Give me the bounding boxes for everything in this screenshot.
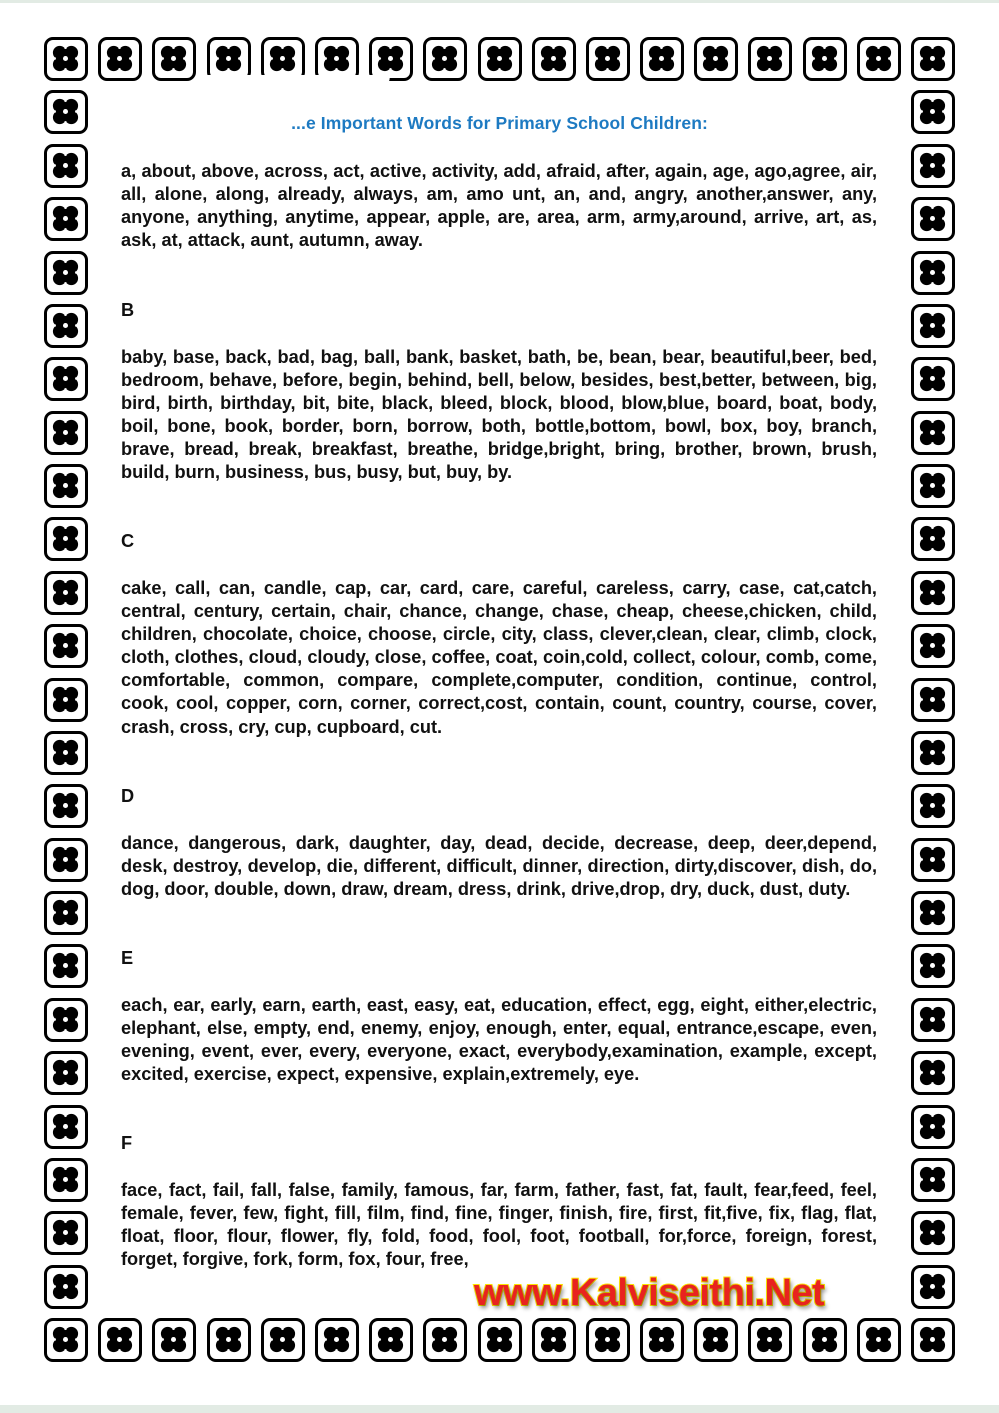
section-c [121,577,877,739]
flower-tile-icon [857,37,901,81]
watermark: www.Kalviseithi.Net [474,1272,825,1314]
flower-tile-icon [586,37,630,81]
flower-tile-icon [44,37,88,81]
flower-tile-icon [44,144,88,188]
flower-tile-icon [44,998,88,1042]
flower-tile-icon [911,517,955,561]
flower-tile-icon [694,1318,738,1362]
flower-tile-icon [911,891,955,935]
page-title: ...e Important Words for Primary School Children: [291,113,708,133]
flower-tile-icon [44,678,88,722]
section-b [121,346,877,485]
section-f [121,1179,877,1271]
flower-tile-icon [911,678,955,722]
flower-tile-icon [98,37,142,81]
flower-tile-icon [44,1051,88,1095]
flower-tile-icon [911,144,955,188]
flower-tile-icon [911,1318,955,1362]
flower-tile-icon [911,998,955,1042]
flower-tile-icon [911,731,955,775]
section-e [121,994,877,1086]
flower-tile-icon [207,1318,251,1362]
flower-tile-icon [911,1158,955,1202]
flower-tile-icon [748,1318,792,1362]
word-list: a, about, above, across, act, active, activity, add, afraid, after, again, age, ago,agree, air, all, alone, along, already, always, am, amo unt, an, and, angry, another,answer, any, anyone, anything, anytime, appear, apple, are, area, arm, army,around, arrive, art, as, ask, at, attack, aunt, autumn, away. [121,161,877,251]
flower-tile-icon [911,1211,955,1255]
flower-tile-icon [44,1158,88,1202]
flower-tile-icon [586,1318,630,1362]
flower-tile-icon [44,571,88,615]
flower-tile-icon [369,1318,413,1362]
flower-tile-icon [44,304,88,348]
word-list: baby, base, back, bad, bag, ball, bank, basket, bath, be, bean, bear, beautiful,beer, bed, bedroom, behave, before, begin, behind, bell, below, besides, best,better, between, big, bird, birth, birthday, bit, bite, black, bleed, block, blood, blow,blue, board, boat, body, boil, bone, book, border, born, borrow, both, bottle,bottom, bowl, box, boy, branch, brave, bread, break, breakfast, breathe, bridge,bright, bring, brother, brown, brush, build, burn, business, bus, busy, but, buy, by. [121,347,877,483]
flower-tile-icon [478,1318,522,1362]
flower-tile-icon [911,784,955,828]
flower-tile-icon [44,517,88,561]
flower-tile-icon [44,624,88,668]
flower-tile-icon [261,1318,305,1362]
flower-tile-icon [423,1318,467,1362]
flower-tile-icon [44,1105,88,1149]
flower-tile-icon [911,197,955,241]
flower-tile-icon [44,1318,88,1362]
flower-tile-icon [98,1318,142,1362]
word-list: dance, dangerous, dark, daughter, day, dead, decide, decrease, deep, deer,depend, desk, destroy, develop, die, different, difficult, dinner, direction, dirty,discover, dish, do, dog, door, double, down, draw, dream, dress, drink, drive,drop, dry, duck, dust, duty. [121,833,877,900]
flower-tile-icon [44,251,88,295]
section-heading-f: F [121,1133,133,1153]
flower-tile-icon [44,891,88,935]
flower-tile-icon [478,37,522,81]
flower-tile-icon [44,731,88,775]
flower-tile-icon [532,37,576,81]
flower-tile-icon [44,784,88,828]
section-heading-c: C [121,531,135,551]
flower-tile-icon [911,571,955,615]
flower-tile-icon [911,411,955,455]
flower-tile-icon [857,1318,901,1362]
flower-tile-icon [44,357,88,401]
flower-tile-icon [423,37,467,81]
bottom-edge [0,1405,999,1413]
flower-tile-icon [911,944,955,988]
flower-tile-icon [44,838,88,882]
flower-tile-icon [640,1318,684,1362]
flower-tile-icon [803,1318,847,1362]
top-edge [0,0,999,3]
flower-tile-icon [44,1265,88,1309]
flower-tile-icon [44,197,88,241]
flower-tile-icon [44,464,88,508]
word-list: each, ear, early, earn, earth, east, easy, eat, education, effect, egg, eight, either,electric, elephant, else, empty, end, enemy, enjoy, enough, enter, equal, entrance,escape, even, evening, event, ever, every, everyone, exact, everybody,examination, example, except, excited, exercise, expect, expensive, explain,extremely, eye. [121,995,877,1085]
flower-tile-icon [640,37,684,81]
flower-tile-icon [152,1318,196,1362]
section-heading-d: D [121,786,135,806]
flower-tile-icon [911,1265,955,1309]
flower-tile-icon [44,1211,88,1255]
flower-tile-icon [152,37,196,81]
flower-tile-icon [911,838,955,882]
flower-tile-icon [748,37,792,81]
flower-tile-icon [694,37,738,81]
word-list: cake, call, can, candle, cap, car, card, care, careful, careless, carry, case, cat,catch, central, century, certain, chair, chance, change, chase, cheap, cheese,chicken, child, children, chocolate, choice, choose, circle, city, class, clever,clean, clear, climb, clock, cloth, clothes, cloud, cloudy, close, coffee, coat, coin,cold, collect, colour, comb, come, comfortable, common, compare, complete,computer, condition, continue, control, cook, cool, copper, corn, corner, correct,cost, contain, count, country, course, cover, crash, cross, cry, cup, cupboard, cut. [121,578,877,737]
flower-tile-icon [532,1318,576,1362]
section-d [121,832,877,901]
flower-tile-icon [803,37,847,81]
section-heading-b: B [121,300,135,320]
scan-artifact [200,75,390,97]
flower-tile-icon [911,251,955,295]
flower-tile-icon [44,411,88,455]
flower-tile-icon [911,304,955,348]
word-list: face, fact, fail, fall, false, family, famous, far, farm, father, fast, fat, fault, fear,feed, feel, female, fever, few, fight, fill, film, find, fine, finger, finish, fire, first, fit,five, fix, flag, flat, float, floor, flour, flower, fly, fold, food, fool, foot, football, for,force, foreign, forest, forget, forgive, fork, form, fox, four, free, [121,1180,877,1270]
section-a [121,160,877,252]
flower-tile-icon [911,1051,955,1095]
section-heading-e: E [121,948,134,968]
flower-tile-icon [911,357,955,401]
flower-tile-icon [315,1318,359,1362]
flower-tile-icon [911,624,955,668]
flower-tile-icon [911,464,955,508]
scan-artifact [90,95,280,155]
flower-tile-icon [911,1105,955,1149]
flower-tile-icon [911,37,955,81]
flower-tile-icon [44,944,88,988]
